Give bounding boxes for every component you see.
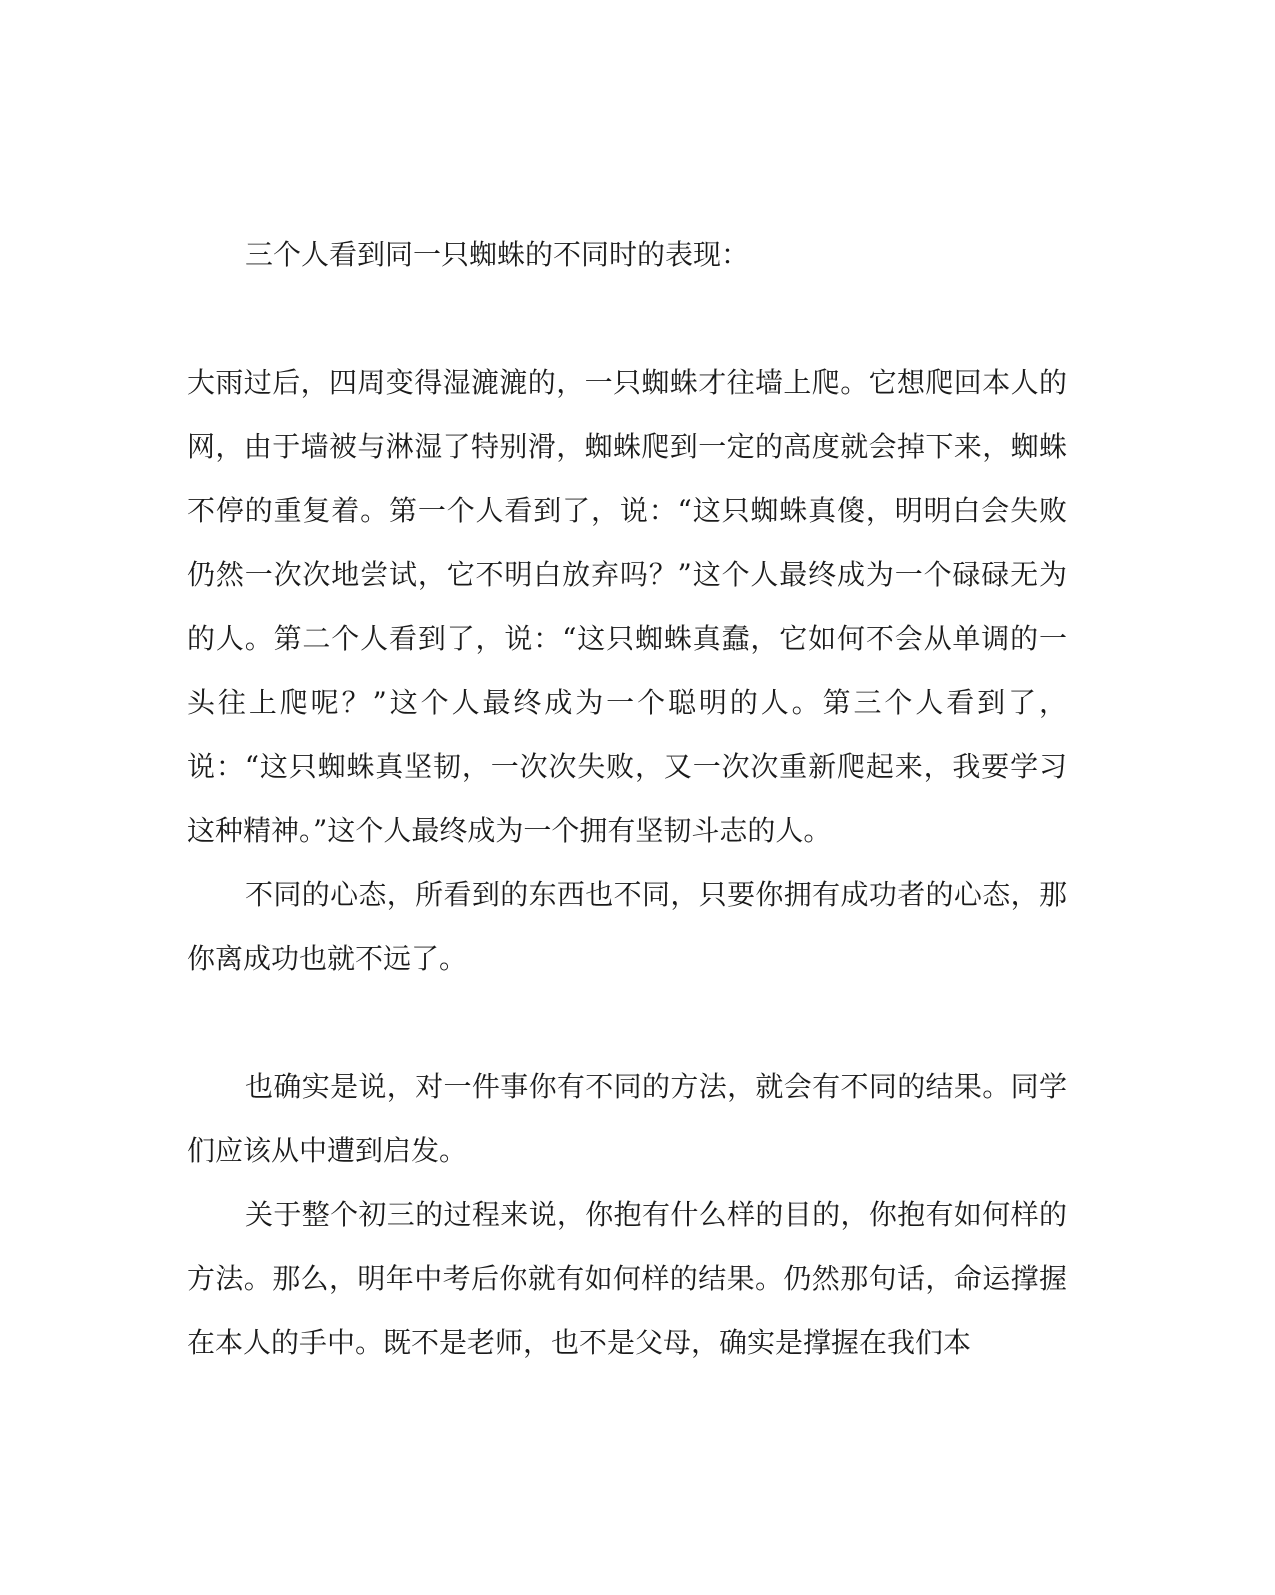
paragraph-method: 也确实是说，对一件事你有不同的方法，就会有不同的结果。同学们应该从中遭到启发。 bbox=[187, 1070, 1067, 1167]
paragraph-intro: 三个人看到同一只蜘蛛的不同时的表现： bbox=[245, 238, 750, 271]
paragraph-story: 大雨过后，四周变得湿漉漉的，一只蜘蛛才往墙上爬。它想爬回本人的网，由于墙被与淋湿了特别滑，蜘蛛爬到一定的高度就会掉下来，蜘蛛不停的重复着。第一个人看到了，说：“这只蜘蛛真傻，明明白会失败仍然一次次地尝试，它不明白放弃吗？”这个人最终成为一个碌碌无为的人。第二个人看到了，说：“这只蜘蛛真蠢，它如何不会从单调的一头往上爬呢？”这个人最终成为一个聪明的人。第三个人看到了，说：“这只蜘蛛真坚韧，一次次失败，又一次次重新爬起来，我要学习这种精神。”这个人最终成为一个拥有坚韧斗志的人。 bbox=[187, 366, 1067, 847]
paragraph-gap bbox=[187, 991, 1067, 1055]
paragraph-gap bbox=[187, 287, 1067, 351]
paragraph-mindset: 不同的心态，所看到的东西也不同，只要你拥有成功者的心态，那你离成功也就不远了。 bbox=[187, 878, 1067, 975]
document-body bbox=[187, 223, 1067, 1375]
paragraph-grade-nine: 关于整个初三的过程来说，你抱有什么样的目的，你抱有如何样的方法。那么，明年中考后你就有如何样的结果。仍然那句话，命运撑握在本人的手中。既不是老师，也不是父母，确实是撑握在我们本 bbox=[187, 1198, 1067, 1359]
